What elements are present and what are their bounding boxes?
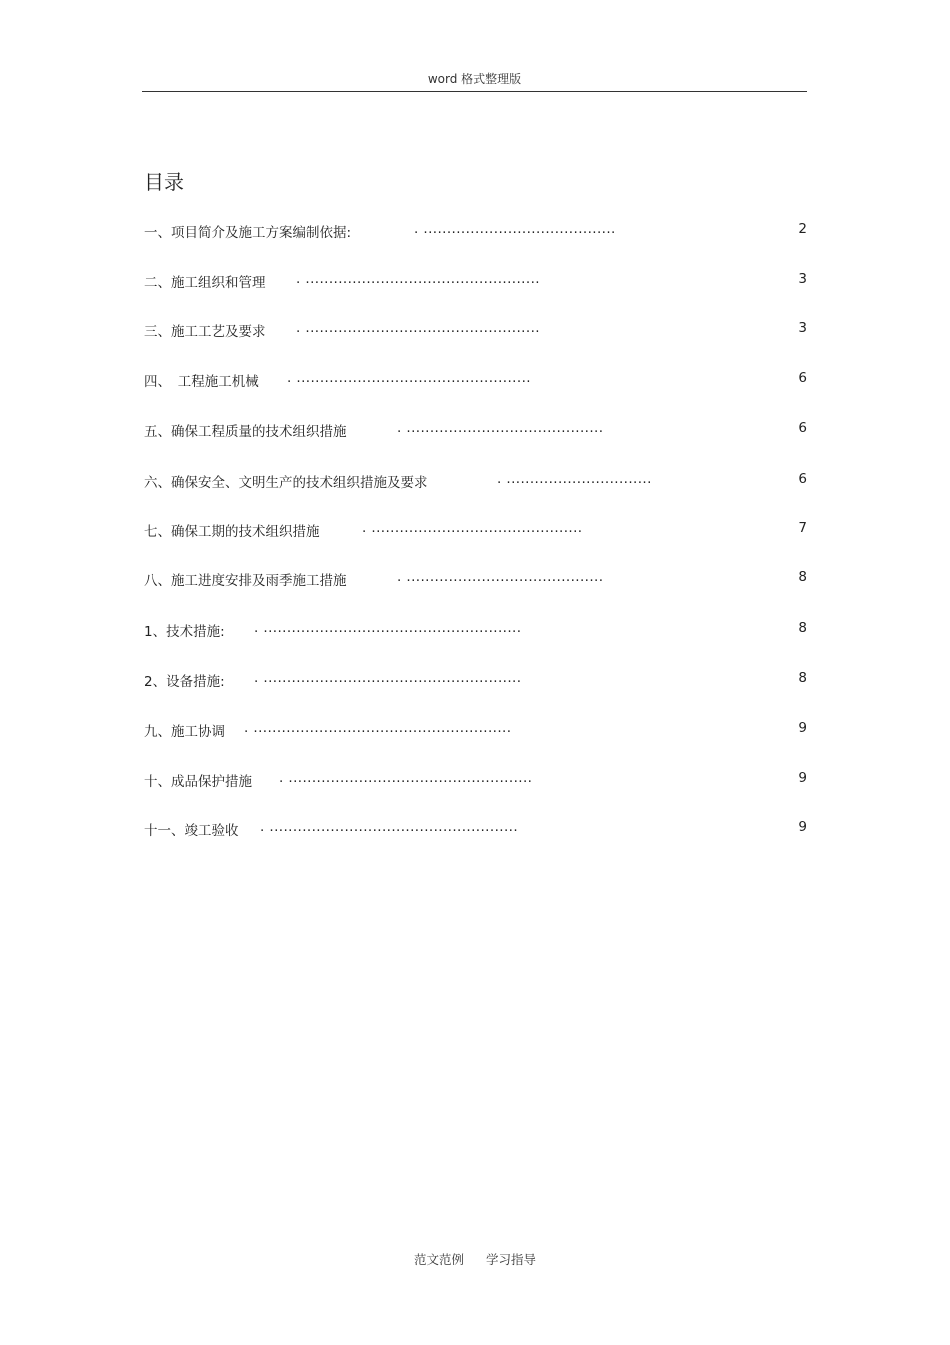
toc-entry-page: 6 bbox=[798, 370, 807, 386]
toc-entry-label: 一、项目简介及施工方案编制依据: bbox=[144, 225, 352, 241]
toc-entry[interactable] bbox=[144, 569, 807, 589]
toc-entry-label: 十、成品保护措施 bbox=[144, 774, 252, 790]
toc-entry-leader: . .................................................. bbox=[296, 271, 540, 287]
toc-entry[interactable] bbox=[144, 720, 807, 740]
toc-entry-leader: . ............................... bbox=[497, 471, 652, 487]
toc-entry-page: 6 bbox=[798, 471, 807, 487]
toc-entry-page: 7 bbox=[798, 520, 807, 536]
toc-entry-label: 三、施工工艺及要求 bbox=[144, 324, 266, 340]
toc-entry[interactable] bbox=[144, 271, 807, 291]
toc-title: 目录 bbox=[144, 170, 184, 194]
toc-entry-page: 3 bbox=[798, 320, 807, 336]
toc-entry-leader: . ....................................................... bbox=[254, 620, 522, 636]
toc-entry[interactable] bbox=[144, 520, 807, 540]
toc-entry-page: 8 bbox=[798, 620, 807, 636]
toc-entry[interactable] bbox=[144, 819, 807, 839]
toc-entry[interactable] bbox=[144, 221, 807, 241]
toc-entry[interactable] bbox=[144, 420, 807, 440]
toc-entry[interactable] bbox=[144, 770, 807, 790]
toc-entry-label: 2、设备措施: bbox=[144, 674, 225, 690]
toc-entry-label: 四、 工程施工机械 bbox=[144, 374, 259, 390]
toc-entry-leader: . .................................................. bbox=[296, 320, 540, 336]
toc-entry-label: 1、技术措施: bbox=[144, 624, 225, 640]
toc-entry-label: 十一、竣工验收 bbox=[144, 823, 239, 839]
toc-entry-leader: . ......................................... bbox=[414, 221, 616, 237]
toc-entry-leader: . ..................................................... bbox=[260, 819, 519, 835]
toc-entry-label: 二、施工组织和管理 bbox=[144, 275, 266, 291]
toc-entry-page: 3 bbox=[798, 271, 807, 287]
toc-entry-label: 六、确保安全、文明生产的技术组织措施及要求 bbox=[144, 475, 428, 491]
toc-entry-leader: . .......................................... bbox=[397, 569, 604, 585]
toc-entry-page: 2 bbox=[798, 221, 807, 237]
toc-entry-page: 8 bbox=[798, 569, 807, 585]
toc-entry-leader: . ....................................................... bbox=[244, 720, 512, 736]
toc-entry-page: 9 bbox=[798, 720, 807, 736]
toc-entry[interactable] bbox=[144, 670, 807, 690]
toc-entry-leader: . ............................................. bbox=[362, 520, 583, 536]
toc-entry[interactable] bbox=[144, 471, 807, 491]
toc-entry[interactable] bbox=[144, 620, 807, 640]
toc-entry-label: 七、确保工期的技术组织措施 bbox=[144, 524, 320, 540]
toc-entry-label: 八、施工进度安排及雨季施工措施 bbox=[144, 573, 347, 589]
toc-entry-label: 九、施工协调 bbox=[144, 724, 225, 740]
toc-entry[interactable] bbox=[144, 370, 807, 390]
toc-entry-page: 9 bbox=[798, 770, 807, 786]
toc-entry-leader: . .................................................... bbox=[279, 770, 533, 786]
toc-entry-leader: . .......................................... bbox=[397, 420, 604, 436]
page-header: word 格式整理版 bbox=[427, 72, 522, 86]
header-divider bbox=[142, 91, 807, 92]
toc-entry-leader: . .................................................. bbox=[287, 370, 531, 386]
toc-entry-label: 五、确保工程质量的技术组织措施 bbox=[144, 424, 347, 440]
page-footer: 范文范例 学习指导 bbox=[414, 1252, 536, 1267]
toc-entry-page: 6 bbox=[798, 420, 807, 436]
toc-entry[interactable] bbox=[144, 320, 807, 340]
toc-entry-page: 9 bbox=[798, 819, 807, 835]
toc-entry-page: 8 bbox=[798, 670, 807, 686]
toc-entry-leader: . ....................................................... bbox=[254, 670, 522, 686]
